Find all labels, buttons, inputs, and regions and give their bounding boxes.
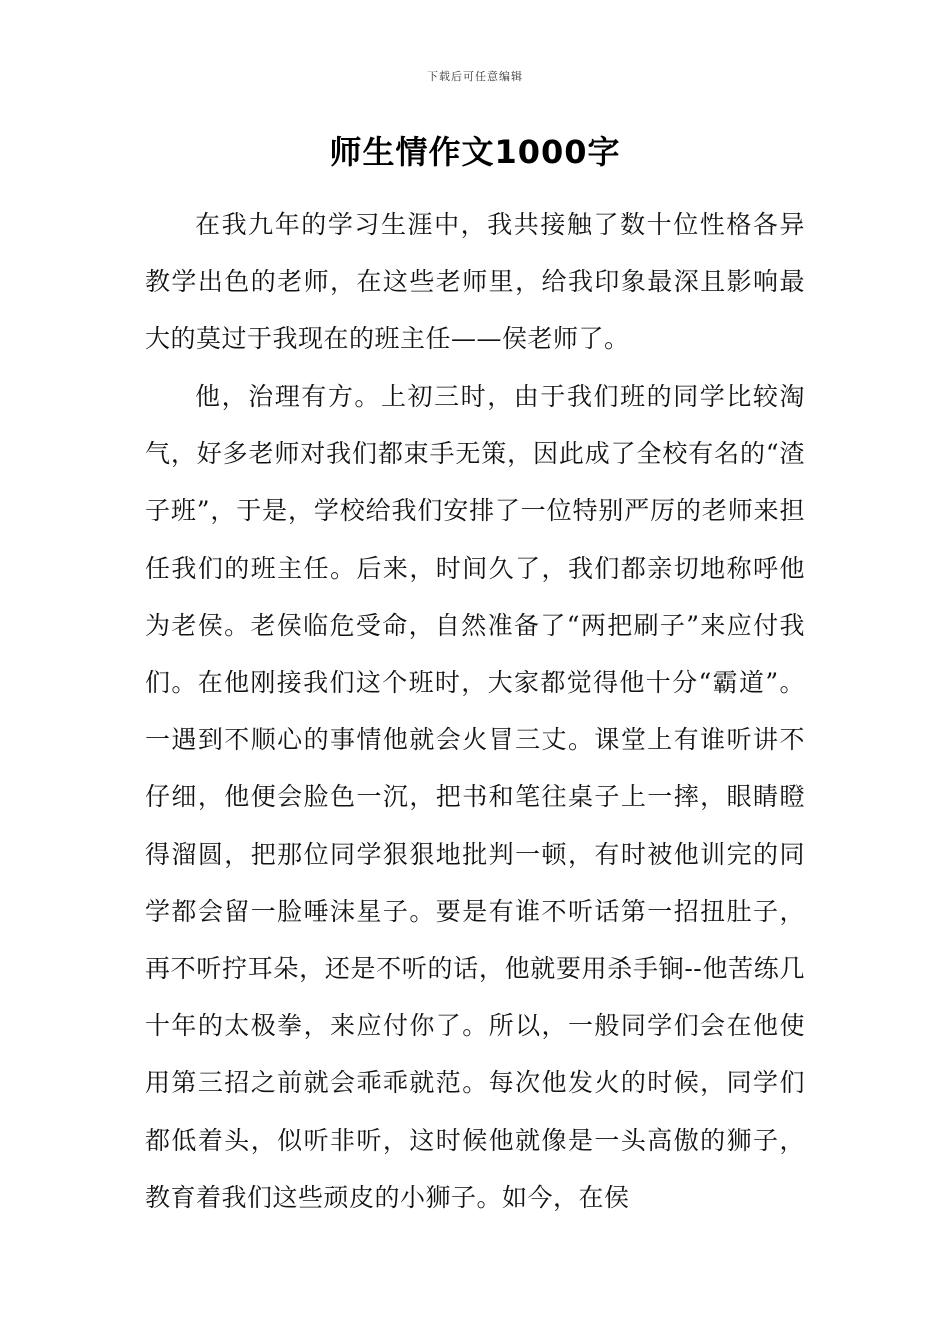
- paragraph-1: 在我九年的学习生涯中，我共接触了数十位性格各异教学出色的老师，在这些老师里，给我印象最深且影响最大的莫过于我现在的班主任——侯老师了。: [145, 210, 805, 354]
- header-note: 下载后可任意编辑: [427, 70, 523, 83]
- paragraph-2: 他，治理有方。上初三时，由于我们班的同学比较淘气，好多老师对我们都束手无策，因此成了全校有名的“渣子班”，于是，学校给我们安排了一位特别严厉的老师来担任我们的班主任。后来，时间久了，我们都亲切地称呼他为老侯。老侯临危受命，自然准备了“两把刷子”来应付我们。在他刚接我们这个班时，大家都觉得他十分“霸道”。一遇到不顺心的事情他就会火冒三丈。课堂上有谁听讲不仔细，他便会脸色一沉，把书和笔往桌子上一摔，眼睛瞪得溜圆，把那位同学狠狠地批判一顿，有时被他训完的同学都会留一脸唾沫星子。要是有谁不听话第一招扭肚子，再不听拧耳朵，还是不听的话，他就要用杀手锏--他苦练几十年的太极拳，来应付你了。所以，一般同学们会在他使用第三招之前就会乖乖就范。每次他发火的时候，同学们都低着头，似听非听，这时候他就像是一头高傲的狮子，教育着我们这些顽皮的小狮子。如今，在侯: [145, 382, 805, 1212]
- document-title: 师生情作文1000字: [329, 133, 621, 171]
